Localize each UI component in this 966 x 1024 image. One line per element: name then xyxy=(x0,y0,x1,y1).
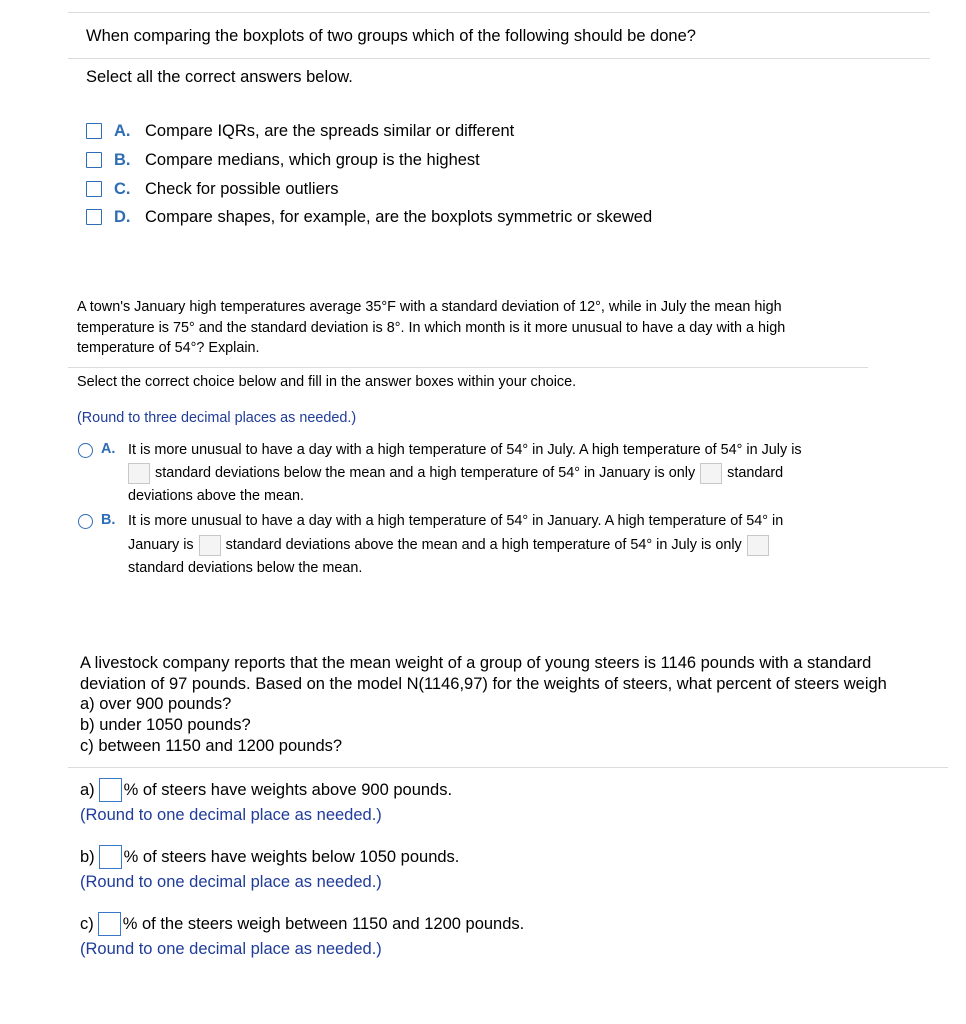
option-b-text: standard deviations above the mean and a high temperature of 54° in July is only xyxy=(225,537,742,553)
option-a-text: standard deviations below the mean and a high temperature of 54° in January is only xyxy=(155,465,696,481)
question1-instruction: Select all the correct answers below. xyxy=(86,68,353,86)
radio-option-b[interactable] xyxy=(78,514,93,529)
answer-box-part-a[interactable] xyxy=(99,778,122,802)
question3-divider xyxy=(68,767,948,768)
question2-stem xyxy=(77,297,785,359)
option-b-letter: B. xyxy=(101,512,116,528)
answer-box-july-z[interactable] xyxy=(128,463,150,484)
question1-option-a[interactable] xyxy=(86,120,514,142)
stem-line: A town's January high temperatures average 35°F with a standard deviation of 12°, while in July the mean high xyxy=(77,299,782,315)
answer-box-part-b[interactable] xyxy=(99,845,122,869)
stem-line: deviation of 97 pounds. Based on the model N(1146,97) for the weights of steers, what percent of steers weigh xyxy=(80,674,887,693)
option-a-line2 xyxy=(123,462,783,484)
option-a-text: deviations above the mean. xyxy=(128,488,305,504)
part-c-answer-row xyxy=(80,912,524,936)
part-b-answer-row xyxy=(80,845,459,869)
part-text: % of steers have weights above 900 pounds. xyxy=(123,780,453,799)
option-b-text: January is xyxy=(128,537,194,553)
question2-instruction: Select the correct choice below and fill in the answer boxes within your choice. xyxy=(77,374,577,390)
checkbox-b[interactable] xyxy=(86,152,102,168)
option-letter: D. xyxy=(114,207,131,226)
stem-line: temperature is 75° and the standard deviation is 8°. In which month is it more unusual to have a day with a high xyxy=(77,319,786,336)
option-text: Check for possible outliers xyxy=(145,179,339,198)
part-a-rounding-note: (Round to one decimal place as needed.) xyxy=(80,806,382,824)
option-letter: C. xyxy=(114,179,131,198)
option-a-text: It is more unusual to have a day with a high temperature of 54° in July. A high temperature of 54° in July is xyxy=(128,442,802,458)
radio-option-a[interactable] xyxy=(78,443,93,458)
option-letter: B. xyxy=(114,150,131,169)
question3-stem xyxy=(80,653,887,757)
part-text: % of the steers weigh between 1150 and 1200 pounds. xyxy=(122,914,525,933)
option-a-text: standard xyxy=(727,465,784,481)
option-letter: A. xyxy=(114,121,131,140)
option-b-line3 xyxy=(128,557,362,579)
stem-line: A livestock company reports that the mean weight of a group of young steers is 1146 pounds with a standard xyxy=(80,654,872,672)
stem-line: temperature of 54°? Explain. xyxy=(77,340,260,356)
option-b-text: standard deviations below the mean. xyxy=(128,560,363,576)
part-a-answer-row xyxy=(80,778,452,802)
checkbox-d[interactable] xyxy=(86,209,102,225)
top-divider xyxy=(68,12,930,13)
option-b-line2 xyxy=(128,534,774,556)
answer-box-january-z[interactable] xyxy=(199,535,221,556)
question2-rounding-note: (Round to three decimal places as needed.) xyxy=(77,410,357,426)
question1-title: When comparing the boxplots of two groups which of the following should be done? xyxy=(86,27,696,45)
answer-box-july-z[interactable] xyxy=(747,535,769,556)
checkbox-a[interactable] xyxy=(86,123,102,139)
question1-option-c[interactable] xyxy=(86,178,339,200)
checkbox-c[interactable] xyxy=(86,181,102,197)
option-a-letter: A. xyxy=(101,441,116,457)
question2-divider xyxy=(68,367,868,368)
part-c-rounding-note: (Round to one decimal place as needed.) xyxy=(80,940,382,958)
option-a-line3 xyxy=(128,485,304,507)
question1-divider xyxy=(68,58,930,59)
stem-line: b) under 1050 pounds? xyxy=(80,716,251,735)
stem-line: c) between 1150 and 1200 pounds? xyxy=(80,736,343,755)
stem-line: a) over 900 pounds? xyxy=(80,695,232,714)
answer-box-part-c[interactable] xyxy=(98,912,121,936)
question1-option-d[interactable] xyxy=(86,206,652,228)
answer-box-january-z[interactable] xyxy=(700,463,722,484)
part-label: b) xyxy=(80,847,95,866)
option-b-line1 xyxy=(128,510,783,532)
part-b-rounding-note: (Round to one decimal place as needed.) xyxy=(80,873,382,891)
option-text: Compare shapes, for example, are the boxplots symmetric or skewed xyxy=(145,207,653,226)
part-label: a) xyxy=(80,780,95,799)
question1-option-b[interactable] xyxy=(86,149,480,171)
option-text: Compare medians, which group is the highest xyxy=(145,150,480,169)
option-text: Compare IQRs, are the spreads similar or different xyxy=(145,121,515,140)
part-label: c) xyxy=(80,914,94,933)
option-b-text: It is more unusual to have a day with a high temperature of 54° in January. A high temperature of 54° in xyxy=(128,513,784,529)
option-a-line1 xyxy=(128,439,802,461)
part-text: % of steers have weights below 1050 pounds. xyxy=(123,847,460,866)
